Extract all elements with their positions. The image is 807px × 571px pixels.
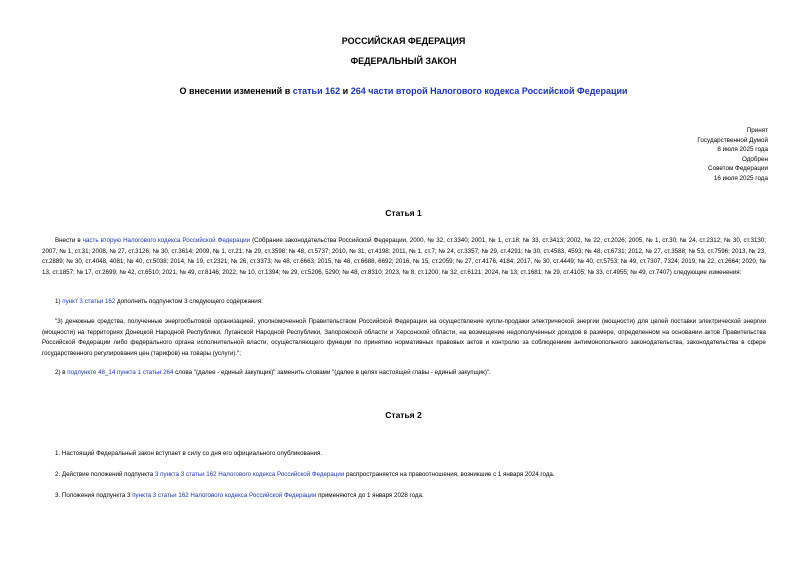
p3-pre: 3. Положения подпункта 3 (55, 492, 133, 499)
law-title-text-1: О внесении изменений в (179, 86, 293, 96)
law-title (0, 86, 807, 96)
intro-text-pre: Внести в (55, 237, 83, 244)
item-2-post: слова "(далее - единый закупщик)" заменить словами "(далее в целях настоящей главы - единый закупщик)". (173, 369, 491, 376)
link-tax-code-part-two[interactable]: часть вторую Налогового кодекса Российской Федерации (82, 237, 251, 244)
article-2-heading: Статья 2 (385, 410, 422, 420)
p2-pre: 2. Действие положений подпункта (55, 471, 155, 478)
link-article-264-tax-code[interactable]: 264 части второй Налогового кодекса Российской Федерации (350, 86, 628, 96)
article-1-item-1 (42, 297, 766, 308)
article-1-heading: Статья 1 (385, 208, 422, 218)
law-type-heading: ФЕДЕРАЛЬНЫЙ ЗАКОН (350, 56, 457, 66)
article-2-paragraph-1: 1. Настоящий Федеральный закон вступает в силу со дня его официального опубликования. (55, 450, 323, 457)
article-1-item-2 (42, 368, 766, 379)
adoption-block (608, 126, 768, 183)
link-clause-3-article-162[interactable]: пункт 3 статьи 162 (62, 298, 116, 305)
law-title-text-2: и (340, 86, 351, 96)
approval-line: Советом Федерации (708, 165, 768, 172)
intro-text-post: (Собрание законодательства Российской Федерации, 2000, № 32, ст.3340; 2001, № 1, ст.18; № 33, ст.3413; 2002, № 22, ст.2026; 2005, № 1, ст.30; № 24, ст.2312; № 30, ст.3130; 2007, № 1, ст.31; 2008, № 27, ст.3126; № 30, ст.3614; 2009, № 1, ст.21; № 29, ст.3598; № 48, ст.5737; 2010, № 31, ст.4198; 2011, № 1, ст.7; № 24, ст.3357; № 29, ст.4291; № 30, ст.4583, 4593; № 48, ст.6731; 2012, № 27, ст.3588; № 53, ст.7596; 2013, № 23, ст.2889; № 30, ст.4048, 4081; № 40, ст.5038; 2014, № 19, ст.2321; № 26, ст.3373; № 48, ст.6663; 2015, № 48, ст.6688, 6692; 2016, № 15, ст.2059; № 27, ст.4176, 4184; 2017, № 30, ст.4449; № 40, ст.5753; № 49, ст.7307, 7324; 2019, № 22, ст.2664; 2020, № 13, ст.1857; № 17, ст.2699; № 42, ст.6510; 2021, № 49, ст.8146; 2022, № 10, ст.1394; № 29, ст.5206, 5290; № 48, ст.8310; 2023, № 8, ст.1200; № 32, ст.6121; 2024, № 13, ст.1681; № 29, ст.4105; № 33, ст.4955; № 49, ст.7407) следующие изменения: (42, 237, 766, 276)
link-subclause-3-clause-3-article-162[interactable]: 3 пункта 3 статьи 162 Налогового кодекса Российской Федерации (154, 471, 345, 478)
article-1-quote: "3) денежные средства, полученные энергосбытовой организацией, уполномоченной Правительством Российской Федерации на осуществление купли-продажи электрической энергии (мощности) для целей поставки электрической энергии (мощности) на территориях Донецкой Народной Республики, Луганской Народной Республики, Запорожской области и Херсонской области, на возмещение недополученных доходов в размере, определенном на основании актов Правительства Российской Федерации либо федерального органа исполнительной власти, осуществляющего функции по принятию нормативных правовых актов и контролю за соблюдением антимонопольного законодательства, законодательства в сфере государственного регулирования цен (тарифов) на товары (услуги)."; (42, 318, 766, 357)
article-2-paragraph-2 (42, 470, 766, 481)
country-heading: РОССИЙСКАЯ ФЕДЕРАЦИЯ (341, 36, 466, 46)
p3-post: применяются до 1 января 2028 года. (316, 492, 424, 499)
item-1-post: дополнить подпунктом 3 следующего содержания: (115, 298, 263, 305)
item-2-pre: 2) в (55, 369, 68, 376)
link-subclause-48-14-article-264[interactable]: подпункте 48_14 пункта 1 статьи 264 (67, 369, 174, 376)
adoption-date: 8 июля 2025 года (717, 146, 768, 153)
link-article-162[interactable]: статьи 162 (292, 86, 341, 96)
p2-post: распространяется на правоотношения, возникшие с 1 января 2024 года. (344, 471, 555, 478)
adoption-line: Принят (746, 127, 768, 134)
link-clause-3-article-162-tax-code[interactable]: пункта 3 статьи 162 Налогового кодекса Российской Федерации (132, 492, 317, 499)
approval-line: Одобрен (741, 155, 768, 163)
article-2-paragraph-3 (42, 491, 766, 502)
adoption-line: Государственной Думой (697, 136, 768, 144)
item-1-pre: 1) (55, 298, 63, 305)
article-1-intro (42, 236, 766, 278)
approval-date: 16 июля 2025 года (713, 174, 768, 182)
